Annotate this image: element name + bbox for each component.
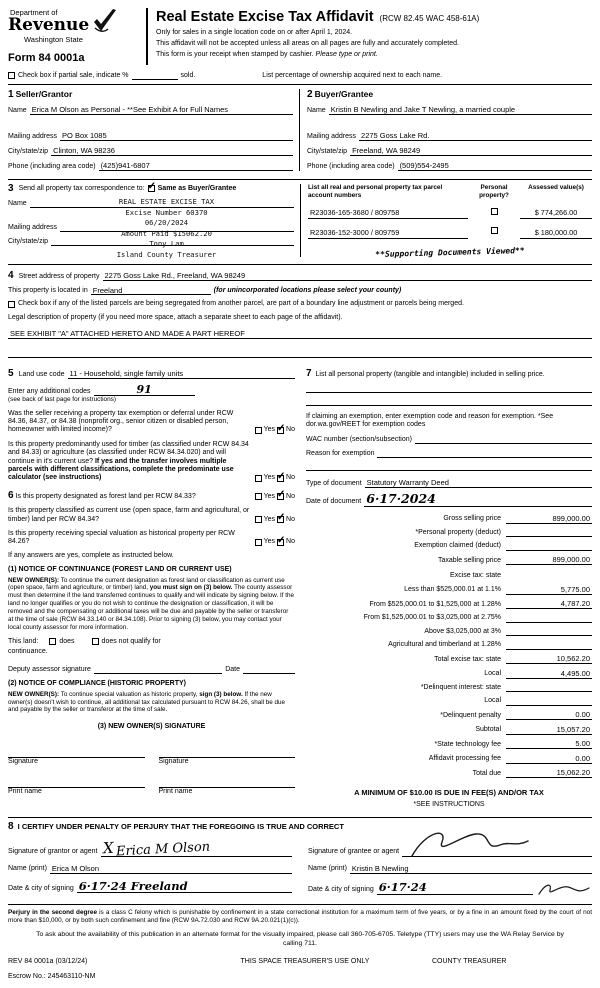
amount-field[interactable]: 899,000.00 [506,514,592,524]
grantee-signing-block: Signature of grantee or agent Name (print) Kristin B Newling Date & city of signing 6·17·24 [308,834,592,895]
street-address-field[interactable]: 2275 Goss Lake Rd., Freeland, WA 98249 [103,271,593,281]
wac-number-field[interactable] [415,435,592,444]
personal-property-field[interactable] [306,380,592,393]
row-gross-selling-price: Gross selling price 899,000.00 [443,513,590,523]
yes-checkbox[interactable] [255,475,262,482]
amount-field[interactable]: 5,775.00 [506,585,592,595]
amount-field[interactable] [506,614,592,623]
owner-print-name-field[interactable] [159,778,296,788]
partial-sale-row: Check box if partial sale, indicate % sold. List percentage of ownership acquired next to each name. [8,71,592,80]
legal-description-field-2[interactable] [8,346,592,358]
section-land-use: 5 Land use code 11 - Household, single family units Enter any additional codes 91 (see back of last page for instructions) Was the seller receiving a property tax exemption or deferral under RCW 84.36, 84.37, or 84.38 (nonprofit org., senior citizen or disabled person, homeowner with limited income)? Yes ✓ No Is this property predominantly used for timber (as classified under RCW 84.34 and 84.33) or agriculture (as classified under RCW 84.34.020) and will continue in it's current use? If yes and the transfer involves multiple parcels with different classifications, complete the predominate use calculator (see instructions) Yes ✓ No 6 Is this property designated as forest land per RCW 84.33? Yes ✓ No Is this property classified as current use (open space, farm and agricultural, or timber) land per RCW 84.34? Yes ✓ No Is this property receiving special valuation as historical property per RCW 84.26? Yes ✓ No If any answers are yes, complete as instructed below. (1) NOTICE OF CONTINUANCE (FOREST LAND OR CURRENT USE) NEW OWNER(S): To continue the current designation as forest land or classification as current use (open space, farm and agriculture, or timber) land, you must sign on (3) below. The county assessor must then determine if the land transferred continues to qualify and will indicate by signing below. If the land no longer qualifies or you do not wish to continue the designation or classification, it will be removed and the compensating or additional taxes will be due and payable by the seller or transferor at the time of sale (RCW 84.33.140 or 84.34.108). Prior to signing (3) below, you may contact your local county assessor for more information. This land: does does not qualify for continuance. Deputy assessor signature Date (2) NOTICE OF COMPLIANCE (HISTORIC PROPERTY) NEW OWNER(S): To continue special valuation as historic property, sign (3) below. If the new owner(s) doesn't wish to continue, all additional tax calculated pursuant to RCW 84.26, shall be due and payable by the seller or transferor at the time of sale. (3) NEW OWNER(S) SIGNATURE Signature Signature Print name Print name [8,369,300,810]
form-number: Form 84 0001a [8,51,85,64]
owner-print-name-field[interactable] [8,778,145,788]
seller-csz-field[interactable]: Clinton, WA 98236 [51,146,293,156]
yes-checkbox[interactable] [255,427,262,434]
personal-property-col-header: Personal property? [479,184,509,200]
row-subtotal: Subtotal 15,057.20 [475,724,590,734]
row-state-technology-fee: *State technology fee 5.00 [434,739,590,749]
amount-field[interactable]: 899,000.00 [506,555,592,565]
does-not-checkbox[interactable] [92,638,99,645]
section-certification: 8 I CERTIFY UNDER PENALTY OF PERJURY THAT THE FOREGOING IS TRUE AND CORRECT Signature of grantor or agent X Erica M Olson Name (print) Erica M Olson Date & city of signing 6·17·24 Freeland Signature of grantee or agent Name (print) Kristin B Newling Date & city of signing 6·17·24 [8,817,592,895]
section-buyer: 2 Buyer/Grantee Name Kristin B Newling and Jake T Newling, a married couple Mailing address 2275 Goss Lake Rd. City/state/zip Freeland, WA 98249 Phone (including area code) (509)554-2495 [299,89,592,171]
no-checkbox[interactable] [277,493,284,500]
row-excise-tax-state: Excise tax: state [306,571,592,580]
buyer-name-field[interactable]: Kristin B Newling and Jake T Newling, a married couple [329,105,592,115]
row-taxable-selling-price: Taxable selling price 899,000.00 [437,555,590,565]
no-checkbox[interactable] [277,475,284,482]
header-note-1: Only for sales in a single location code on or after April 1, 2024. [156,28,353,36]
grantor-signature-line[interactable]: X Erica M Olson [101,840,292,857]
middle-columns [8,369,592,810]
document-date-field[interactable]: 6·17·2024 [364,493,592,507]
any-yes-note: If any answers are yes, complete as instructed below. [8,551,174,559]
seller-name-field[interactable]: Erica M Olson as Personal - **See Exhibit A for Full Names [30,105,293,115]
amount-field[interactable]: 5.00 [506,739,592,749]
row-delinquent-interest-local: Local [306,697,592,706]
header-note-3: This form is your receipt when stamped by cashier. Please type or print. [156,50,378,58]
amount-field[interactable] [506,683,592,692]
yes-checkbox[interactable] [255,516,262,523]
seller-mailing-field[interactable]: PO Box 1085 [60,131,293,141]
amount-field[interactable]: 10,562.20 [506,654,592,664]
rev-number: REV 84 0001a (03/12/24) [8,957,88,965]
row-tier-4: Above $3,025,000 at 3% [306,627,592,636]
seller-title: Seller/Grantor [15,89,73,100]
amount-field[interactable]: 4,787.20 [506,599,592,609]
row-personal-property-deduct: *Personal property (deduct) [306,528,592,537]
deputy-assessor-row: Deputy assessor signature Date [8,665,295,674]
row-total-excise-local: Local 4,495.00 [484,668,590,678]
notice-compliance-title: (2) NOTICE OF COMPLIANCE (HISTORIC PROPERTY) [8,680,186,688]
legal-description-field[interactable]: SEE EXHIBIT "A" ATTACHED HERETO AND MADE A PART HEREOF [8,329,592,339]
supporting-documents-stamp: **Supporting Documents Viewed** [375,245,525,259]
seller-phone-field[interactable]: (425)941-6807 [99,161,293,171]
legal-description-label: Legal description of property (if you need more space, attach a separate sheet to each page of the affidavit). [8,313,343,321]
treasurer-stamp: REAL ESTATE EXCISE TAX Excise Number 60370 06/20/2024 Amount Paid $15062.20 Tony Lam Island County Treasurer [116,197,217,259]
amount-field[interactable]: 0.00 [506,754,592,764]
same-as-buyer-label: Same as Buyer/Grantee [157,185,237,193]
parcel-col-header: List all real and personal property tax parcel account numbers [308,184,443,200]
notice-compliance-body: NEW OWNER(S): To continue special valuation as historic property, sign (3) below. If the new owner(s) doesn't wish to continue, all additional tax calculated pursuant to RCW 84.26, shall be due and payable by the seller or transferor at the time of sale. [8,690,286,714]
parcel-table [300,184,592,257]
grantor-signature: Erica M Olson [115,839,211,860]
personal-property-checkbox[interactable] [491,227,498,234]
row-total-excise-state: Total excise tax: state 10,562.20 [434,654,590,664]
current-use-question: Is this property classified as current use (open space, farm and agricultural, or timber) land per RCW 84.34? Yes ✓ No [8,507,295,524]
no-checkbox[interactable] [277,427,284,434]
personal-property-intro: 7 List all personal property (tangible and intangible) included in selling price. [306,367,545,379]
land-use-code-field[interactable]: 11 - Household, single family units [68,369,296,379]
timber-agriculture-question: Is this property predominantly used for timber (as classified under RCW 84.34 and 84.33) or agriculture (as classified under RCW 84.34.020) and will continue in it's current use? If yes and the transfer involves multiple parcels with different classifications, complete the predominate use calculator (see instructions) Yes ✓ No [8,441,295,483]
yes-checkbox[interactable] [255,493,262,500]
parcel-number[interactable]: R23036-152-3000 / 809759 [308,229,468,239]
amount-field[interactable]: 15,057.20 [506,725,592,735]
parcel-row [308,208,592,219]
form-header [8,8,592,69]
header-divider [146,8,148,65]
notice-continuance-body: NEW OWNER(S): To continue the current designation as forest land or classification as current use (open space, farm and agriculture, or timber) land, you must sign on (3) below. The county assessor must then determine if the land transferred continues to qualify and will indicate by signing below. If the land no longer qualifies or you do not wish to continue the designation or classification, it will be removed and the compensating or additional taxes will be due and payable by the seller or transferor at the time of sale (RCW 84.33.140 or 84.34.108). Prior to signing (3) below, you may contact your local county assessor for more information. [8,576,294,631]
parties-section [8,84,592,180]
grantee-signature-line[interactable] [402,840,592,857]
grantee-date-city-field[interactable]: 6·17·24 [377,882,533,895]
minimum-due-note: A MINIMUM OF $10.00 IS DUE IN FEE(S) AND/OR TAX [354,788,544,798]
row-tier-2: From $525,000.01 to $1,525,000 at 1.28% 4,787.20 [369,599,590,609]
row-agricultural-timberland: Agricultural and timberland at 1.28% [306,641,592,650]
buyer-title: Buyer/Grantee [314,89,374,100]
ownership-percentage-note: List percentage of ownership acquired next to each name. [262,71,443,79]
new-owner-signature-title: (3) NEW OWNER(S) SIGNATURE [97,723,206,731]
row-delinquent-penalty: *Delinquent penalty 0.00 [440,710,590,720]
section-correspondence-parcels [8,180,592,265]
section-property-location: 4 Street address of property 2275 Goss Lake Rd., Freeland, WA 98249 This property is located in Freeland (for unincorporated locations please select your county) Check box if any of the listed parcels are being segregated from another parcel, are part of a boundary line adjustment or parcels being merged. Legal description of property (if you need more space, attach a separate sheet to each page of the affidavit). SEE EXHIBIT "A" ATTACHED HERETO AND MADE A PART HEREOF [8,265,592,360]
document-type-field[interactable]: Statutory Warranty Deed [365,478,592,488]
forest-land-question: 6 Is this property designated as forest land per RCW 84.33? Yes ✓ No [8,491,295,501]
header-note-2: This affidavit will not be accepted unless all areas on all pages are fully and accurately completed. [156,39,459,47]
agency-state: Washington State [24,34,83,44]
grantor-date-city-field[interactable]: 6·17·24 Freeland [77,881,292,894]
additional-codes-note: (see back of last page for instructions) [8,395,116,403]
deputy-date-field[interactable] [243,665,295,674]
does-checkbox[interactable] [49,638,56,645]
parcel-row [308,227,592,238]
footer-bottom-row [8,958,592,966]
perjury-notice: Perjury in the second degree is a class C felony which is punishable by confinement in a state correctional institution for a maximum term of five years, or by a fine in an amount fixed by the court of not more than $10,000, or by both such confinement and fine (RCW 9A.72.030 and RCW 9A.20.021(1)(c)). [8,908,592,924]
additional-codes-field[interactable]: 91 [94,384,195,396]
row-total-due: Total due 15,062.20 [472,768,590,778]
exemption-deferral-question: Was the seller receiving a property tax exemption or deferral under RCW 84.36, 84.37, or 84.38 (nonprofit org., senior citizen or disabled person, homeowner with limited income)? Yes ✓ No [8,410,295,435]
personal-property-checkbox[interactable] [491,208,498,215]
grantee-date-scribble [536,881,592,897]
form-footer [8,904,592,982]
amount-field[interactable] [506,528,592,537]
personal-property-field[interactable] [306,393,592,406]
amount-field[interactable] [506,641,592,650]
assessed-value-col-header: Assessed value(s) [528,184,584,192]
row-tier-1: Less than $525,000.01 at 1.1% 5,775.00 [404,584,590,594]
segregated-checkbox[interactable] [8,301,15,308]
yes-checkbox[interactable] [255,539,262,546]
buyer-mailing-field[interactable]: 2275 Goss Lake Rd. [359,131,592,141]
new-owner-signature-grid: Signature Signature Print name Print name [8,736,295,797]
dor-logo [8,8,138,65]
exemption-reason-field[interactable] [377,449,592,458]
grantee-signature [404,829,534,859]
page-title: Real Estate Excise Tax Affidavit [156,9,374,25]
no-checkbox[interactable] [277,516,284,523]
county-treasurer-label: COUNTY TREASURER [432,957,507,965]
partial-sale-checkbox[interactable] [8,72,15,79]
partial-sale-label: Check box if partial sale, indicate % [18,71,129,79]
parcel-number[interactable]: R23036-165-3680 / 809758 [308,209,468,219]
dept-of-label: Department of [10,8,58,17]
see-instructions-note: *SEE INSTRUCTIONS [413,801,485,809]
amount-field[interactable] [506,627,592,636]
amount-field[interactable]: 15,062.20 [506,768,592,778]
segregated-label: Check box if any of the listed parcels are being segregated from another parcel, are part of a boundary line adjustment or parcels being merged. [18,300,464,308]
amount-field [506,571,592,580]
amount-field[interactable] [506,697,592,706]
no-checkbox[interactable] [277,539,284,546]
rcw-code: (RCW 82.45 WAC 458-61A) [379,14,480,23]
owner-signature-field[interactable] [8,748,145,758]
grantor-signing-block: Signature of grantor or agent X Erica M Olson Name (print) Erica M Olson Date & city of signing 6·17·24 Freeland [8,834,292,895]
assessed-value[interactable]: $ 180,000.00 [520,229,592,239]
buyer-phone-field[interactable]: (509)554-2495 [398,161,592,171]
amount-field[interactable] [506,542,592,551]
notice-continuance-title: (1) NOTICE OF CONTINUANCE (FOREST LAND OR CURRENT USE) [8,566,232,574]
unincorporated-note: (for unincorporated locations please select your county) [213,286,402,294]
row-tier-3: From $1,525,000.01 to $3,025,000 at 2.75% [306,614,592,623]
treasurer-space-label: THIS SPACE TREASURER'S USE ONLY [240,957,370,965]
amount-field[interactable]: 4,495.00 [506,669,592,679]
revenue-check-icon [92,8,118,34]
section-seller: 1 Seller/Grantor Name Erica M Olson as Personal - **See Exhibit A for Full Names Mailing address PO Box 1085 City/state/zip Clinton, WA 98236 Phone (including area code) (425)941-6807 [8,89,299,171]
row-affidavit-processing-fee: Affidavit processing fee 0.00 [428,753,590,763]
escrow-number: Escrow No.: 245463110-NM [8,973,96,981]
owner-signature-field[interactable] [159,748,296,758]
buyer-csz-field[interactable]: Freeland, WA 98249 [350,146,592,156]
agency-name: Revenue [8,15,90,35]
tax-correspondence-block: 3 Send all property tax correspondence to: ✓ Same as Buyer/Grantee Name Mailing address City/state/zip REAL ESTATE EXCISE TAX Excise Number 60370 06/20/2024 Amount Paid $15062.20 Tony Lam Island County Treasurer [8,184,300,257]
grantee-print-name-field[interactable]: Kristin B Newling [350,864,592,874]
alternate-format-notice: To ask about the availability of this publication in an alternate format for the visually impaired, please call 360-705-6705. Teletype (TTY) users may use the WA Relay Service by calling 711. [36,931,564,948]
row-delinquent-interest-state: *Delinquent interest: state [306,683,592,692]
grantor-print-name-field[interactable]: Erica M Olson [50,864,292,874]
land-qualify-row: This land: does does not qualify for [8,637,161,645]
certify-statement: I CERTIFY UNDER PENALTY OF PERJURY THAT THE FOREGOING IS TRUE AND CORRECT [17,821,344,831]
historic-property-question: Is this property receiving special valuation as historical property per RCW 84.26? Yes ✓ No [8,530,295,547]
same-as-buyer-checkbox[interactable] [148,185,155,192]
located-in-field[interactable]: Freeland [91,286,211,295]
exemption-reason-field-2[interactable] [306,458,592,471]
exemption-code-note: If claiming an exemption, enter exemption code and reason for exemption. *See dor.wa.gov/REET for exemption codes [306,412,554,429]
section-selling-price: 7 List all personal property (tangible and intangible) included in selling price. If claiming an exemption, enter exemption code and reason for exemption. *See dor.wa.gov/REET for exemption codes WAC number (section/subsection) Reason for exemption Type of document Statutory Warranty Deed Date of document 6·17·2024 Gross selling price 899,000.00 *Personal property (deduct) Exemption claimed (deduct) Taxable selling price 899,000.00 Excise tax: state Less than $525,000.01 at 1.1% 5,775.00 From $525,000.01 to $1,525,000 at 1.28% 4,787.20 From $1,525,000.01 to $3,025,000 at 2.75% Above $3,025,000 at 3% Agricultural and timberland at 1.28% Total excise tax: state 10,562.20 Local 4,495.00 *Delinquent interest: state Local *Delinquent penalty 0.00 Subtotal 15,057.20 *State technology fee 5.00 Affidavit processing fee 0.00 Total due 15,062.20 A MINIMUM OF $10.00 IS DUE IN FEE(S) AND/OR TAX *SEE INSTRUCTIONS [306,367,590,809]
deputy-signature-field[interactable] [94,665,222,674]
partial-percent-field[interactable] [132,71,178,80]
assessed-value[interactable]: $ 774,266.00 [520,209,592,219]
amount-field[interactable]: 0.00 [506,710,592,720]
row-exemption-claimed: Exemption claimed (deduct) [306,542,592,551]
